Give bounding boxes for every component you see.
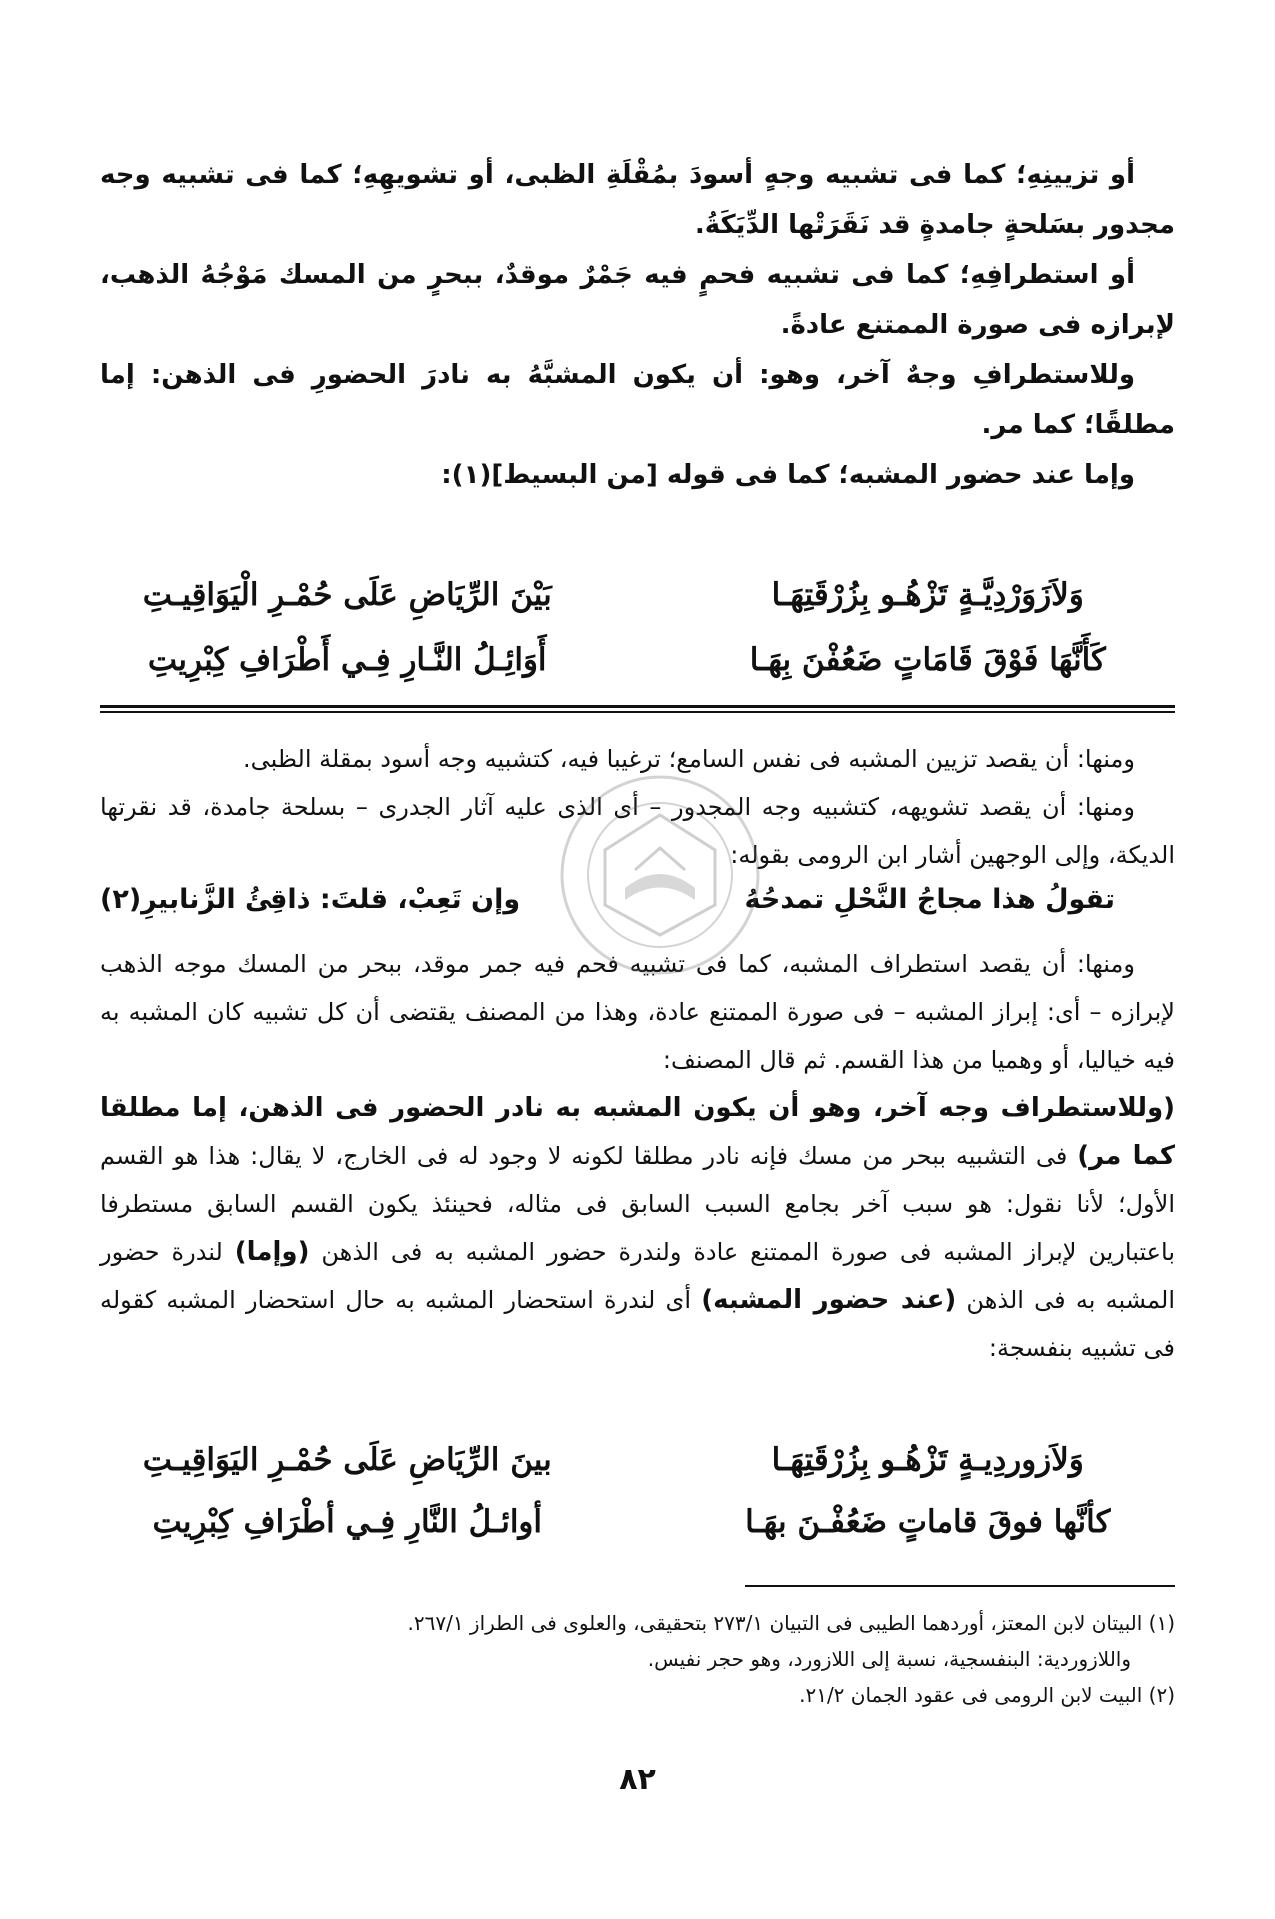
verse-2-line-1: [100, 1440, 1175, 1480]
verse-2-line-2-right: كأنَّها فوقَ قاماتٍ ضَعُفْـنَ بهَـا: [745, 1504, 1111, 1540]
section-divider: [100, 705, 1175, 713]
commentary-text-b: لندرة حضور المشبه به فى الذهن: [100, 1238, 1175, 1314]
commentary-bold-quote: (وللاستطراف وجه آخر، وهو أن يكون المشبه به نادر الحضور فى الذهن، إما مطلقا كما مر): [100, 1093, 1175, 1171]
commentary-part-2: [100, 940, 1175, 1372]
verse-2-line-1-left: بينَ الرِّيَاضِ عَلَى حُمْـرِ اليَوَاقِيـتِ: [142, 1442, 552, 1478]
verse-1-line-2: [100, 640, 1175, 680]
verse-2-line-2: [100, 1502, 1175, 1542]
inline-verse-right: تقولُ هذا مجاجُ النَّحْلِ تمدحُهُ: [744, 884, 1115, 915]
main-paragraph-1: أو تزيينِهِ؛ كما فى تشبيه وجهٍ أسودَ بمُقْلَةِ الظبى، أو تشويهِهِ؛ كما فى تشبيه وجه مجدور بسَلحةٍ جامدةٍ قد نَقَرَتْها الدِّيَكَةُ.: [100, 160, 1175, 240]
main-paragraph-4: وإما عند حضور المشبه؛ كما فى قوله [من البسيط](١):: [441, 460, 1135, 490]
commentary-paragraph-3: ومنها: أن يقصد استطراف المشبه، كما فى تشبيه فحم فيه جمر موقد، ببحر من المسك موجه الذهب لإبرازه – أى: إبراز المشبه – فى صورة الممتنع عادة، وهذا من المصنف يقتضى أن كل تشبيه كان المشبه به فيه خياليا، أو وهميا من هذا القسم. ثم قال المصنف:: [100, 950, 1175, 1074]
footnote-1: (١) البيتان لابن المعتز، أوردهما الطيبى فى التبيان ٢٧٣/١ بتحقيقى، والعلوى فى الطراز ٢٦٧/١.: [407, 1611, 1175, 1635]
page-number: ٨٢: [619, 1762, 656, 1797]
inline-verse-left: وإن تَعِبْ، قلتَ: ذاقِئُ الزَّنابيرِ(٢): [100, 884, 521, 915]
verse-2-line-2-left: أوائـلُ النَّارِ فِـي أطْرَافِ كِبْرِيتِ: [152, 1504, 543, 1540]
commentary-part-1: [100, 735, 1175, 879]
verse-1-line-2-left: أَوَائِـلُ النَّـارِ فِـي أَطْرَافِ كِبْرِيتِ: [147, 642, 547, 678]
commentary-text-c: أى لندرة استحضار المشبه به حال استحضار المشبه كقوله فى تشبيه بنفسجة:: [100, 1286, 1175, 1362]
footnote-1-continuation: واللازوردية: البنفسجية، نسبة إلى اللازورد، وهو حجر نفيس.: [647, 1647, 1131, 1671]
commentary-bold-inda-hudur: (عند حضور المشبه): [701, 1285, 957, 1315]
commentary-text-a: فى التشبيه ببحر من مسك فإنه نادر مطلقا لكونه لا وجود له فى الخارج، لا يقال: هذا هو القسم الأول؛ لأنا نقول: هو سبب آخر بجامع السبب السابق فى مثاله، فحينئذ يكون القسم السابق مستطرفا باعتبارين لإبراز المشبه فى صورة الممتنع عادة ولندرة حضور المشبه به فى الذهن: [100, 1142, 1175, 1266]
commentary-paragraph-1: ومنها: أن يقصد تزيين المشبه فى نفس السامع؛ ترغيبا فيه، كتشبيه وجه أسود بمقلة الظبى.: [242, 745, 1135, 773]
footnote-2: (٢) البيت لابن الرومى فى عقود الجمان ٢١/٢.: [799, 1683, 1175, 1707]
main-paragraph-3: وللاستطرافِ وجهٌ آخر، وهو: أن يكون المشبَّهُ به نادرَ الحضورِ فى الذهن: إما مطلقًا؛ كما مر.: [100, 360, 1175, 440]
verse-1-line-1: [100, 575, 1175, 615]
commentary-paragraph-4: [100, 1084, 1175, 1372]
footnote-rule: [745, 1585, 1175, 1587]
commentary-bold-wa-imma: (وإما): [234, 1237, 310, 1267]
commentary-paragraph-2: ومنها: أن يقصد تشويهه، كتشبيه وجه المجدور – أى الذى عليه آثار الجدرى – بسلحة جامدة، قد نقرتها الديكة، وإلى الوجهين أشار ابن الرومى بقوله:: [100, 793, 1175, 869]
inline-verse: [100, 880, 1115, 920]
footnotes: [100, 1605, 1175, 1713]
verse-1-line-1-left: بَيْنَ الرِّيَاضِ عَلَى حُمْـرِ الْيَوَاقِيـتِ: [142, 577, 552, 613]
verse-1-line-2-right: كَأَنَّهَا فَوْقَ قَامَاتٍ ضَعُفْنَ بِهَـا: [749, 642, 1106, 678]
verse-2-line-1-right: وَلاَزوردِيـةٍ تَزْهُـو بِزُرْقَتِهَـا: [771, 1442, 1084, 1478]
main-text: [100, 150, 1175, 500]
main-paragraph-2: أو استطرافِهِ؛ كما فى تشبيه فحمٍ فيه جَمْرٌ موقدٌ، ببحرٍ من المسك مَوْجُهُ الذهب، لإبرازه فى صورة الممتنع عادةً.: [100, 260, 1175, 340]
verse-1-line-1-right: وَلاَزَوَرْدِيَّـةٍ تَزْهُـو بِزُرْقَتِهَـا: [771, 577, 1084, 613]
